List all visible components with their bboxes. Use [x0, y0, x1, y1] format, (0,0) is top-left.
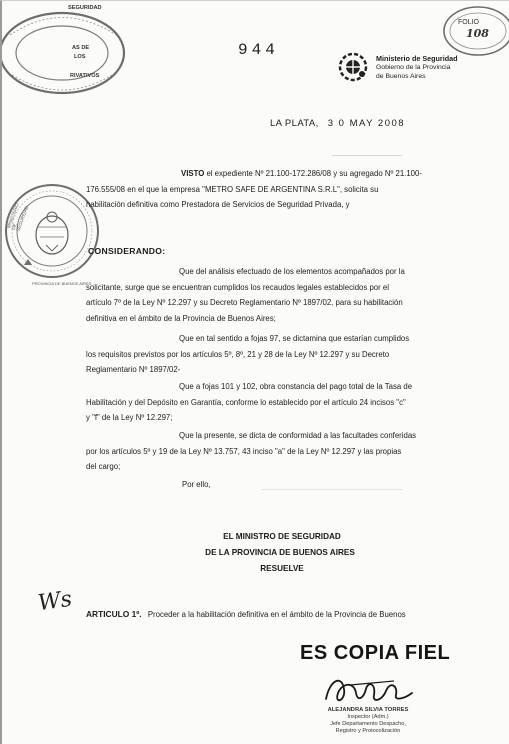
stamp-top-left-line1: SEGURIDAD	[68, 5, 102, 11]
articulo-1	[86, 607, 486, 623]
signer-name: ALEJANDRA SILVIA TORRES	[327, 707, 409, 713]
top-left-ministry-stamp	[0, 5, 142, 105]
visto-line2: 176.555/08 en el que la empresa "METRO SAFE DE ARGENTINA S.R.L", solicita su	[86, 184, 379, 194]
ministry-logo-icon	[338, 52, 368, 82]
considerando-p2-line1: Que en tal sentido a fojas 97, se dictamina que estarían cumplidos	[179, 334, 410, 343]
considerando-paragraph-4	[86, 428, 480, 475]
visto-line1: el expediente Nº 21.100-172.286/08 y su agregado Nº 21.100-	[206, 169, 422, 178]
resuelve-heading: RESUELVE	[260, 564, 304, 573]
place-name: LA PLATA,	[270, 118, 319, 129]
stamp-top-left-line3: LOS	[74, 54, 86, 60]
minister-title: EL MINISTRO DE SEGURIDAD	[223, 532, 341, 541]
signer-role-3: Registro y Protocolización	[335, 728, 401, 734]
folio-label: FOLIO	[458, 19, 480, 26]
resolution-date: 3 0 MAY 2008	[327, 118, 406, 129]
considerando-p2-line3: Reglamentario Nº 1897/02-	[86, 365, 181, 374]
considerando-p2-line2: los requisitos previstos por los artículos 5º, 8º, 21 y 28 de la Ley Nº 12.297 y su Decreto	[86, 349, 390, 359]
considerando-p3-line2: Habilitación y del Depósito en Garantía, conforme lo establecido por el artículo 24 incisos "c"	[86, 397, 406, 407]
signature-stamp	[308, 707, 428, 735]
visto-paragraph	[86, 166, 480, 213]
scan-mark	[332, 155, 402, 156]
considerando-p4-line2: por los artículos 5º y 19 de la Ley Nº 13.757, 43 inciso "a" de la Ley Nº 12.297 y las propias	[86, 446, 402, 456]
copia-fiel-stamp: ES COPIA FIEL	[300, 642, 451, 664]
folio-number: 108	[466, 27, 489, 40]
considerando-p3-line3: y "f" de la Ley Nº 12.297;	[86, 413, 173, 422]
ministry-province: de Buenos Aires	[376, 73, 426, 80]
scan-mark	[262, 489, 402, 490]
stamp-top-left-line4: RIVATIVOS	[70, 73, 100, 79]
considerando-p1-line2: solicitante, surge que se encuentran cumplidos los recaudos legales establecidos por el	[86, 282, 389, 292]
considerando-p4-line1: Que la presente, se dicta de conformidad a las facultades conferidas	[179, 431, 417, 440]
considerando-paragraph-2	[86, 331, 480, 378]
seal-left-ring-text: MINISTERIO DE SEGURIDAD	[6, 202, 30, 233]
visto-label: VISTO	[181, 169, 205, 178]
considerando-p1-line3: artículo 7º de la Ley Nº 12.297 y su Decreto Reglamentario Nº 1897/02, para su habilitación	[86, 298, 403, 307]
considerando-p4-line3: del cargo;	[86, 462, 121, 471]
considerando-p1-line4: definitiva en el ámbito de la Provincia de Buenos Aires;	[86, 313, 276, 323]
province-title: DE LA PROVINCIA DE BUENOS AIRES	[205, 548, 355, 557]
considerando-p1-line1: Que del análisis efectuado de los elementos acompañados por la	[179, 267, 405, 276]
document-number: 944	[238, 41, 279, 59]
stamp-top-left-line2: AS DE	[72, 45, 90, 51]
articulo-1-text: Proceder a la habilitación definitiva en el ámbito de la Provincia de Buenos	[147, 610, 406, 619]
considerando-p3-line1: Que a fojas 101 y 102, obra constancia del pago total de la Tasa de	[179, 382, 413, 391]
signer-role-1: Inspector (Adm.)	[347, 714, 389, 720]
visto-line3: habilitación definitiva como Prestadora de Servicios de Seguridad Privada, y	[86, 200, 350, 209]
considerando-paragraph-3	[86, 379, 480, 426]
ministry-name: Ministerio de Seguridad	[376, 54, 458, 63]
considerando-heading: CONSIDERANDO:	[88, 246, 166, 256]
place-date	[270, 118, 405, 129]
ministry-government: Gobierno de la Provincia	[376, 64, 451, 71]
handwritten-signature	[320, 671, 420, 711]
considerando-paragraph-1	[86, 264, 480, 326]
margin-initials: Ws	[36, 586, 74, 617]
signer-role-2: Jefe Departamento Despacho,	[330, 721, 406, 727]
articulo-1-label: ARTICULO 1º.	[86, 609, 142, 619]
seal-left-inner-text: PROVINCIA DE BUENOS AIRES	[32, 281, 92, 286]
por-ello: Por ello,	[182, 480, 211, 489]
